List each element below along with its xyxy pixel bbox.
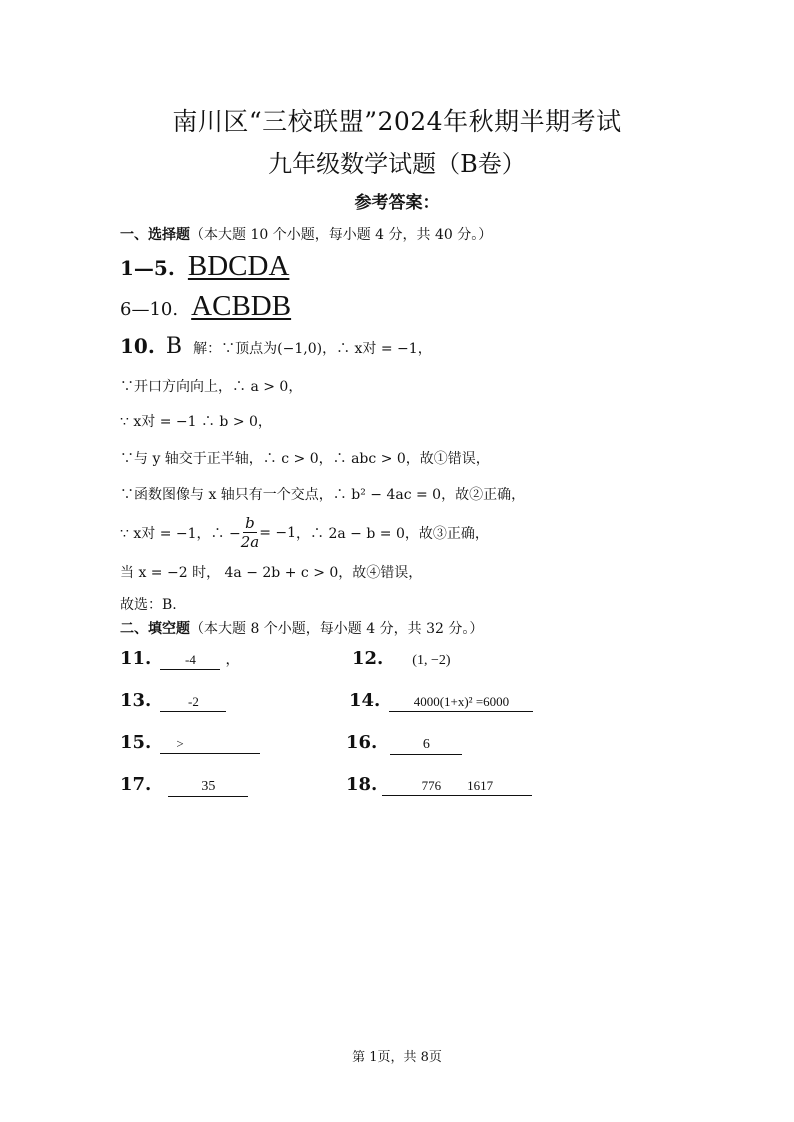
q10-line-6-rest: ，∴ 2a − b = 0，故③正确，	[296, 525, 489, 542]
fill-answer-12	[352, 648, 466, 670]
fill-answer-14-value: 4000(1+x)² =6000	[389, 694, 533, 712]
section2-heading-row	[120, 618, 483, 638]
answer-row-1	[120, 250, 289, 283]
q10-line-6-mid: = −1	[259, 524, 297, 541]
fill-answer-16-label: 16.	[346, 732, 378, 753]
fill-answer-12-label: 12.	[352, 648, 384, 669]
fill-answer-16-value: 6	[390, 737, 462, 755]
q10-fraction-numerator: b	[245, 514, 255, 532]
fill-answer-17	[120, 774, 248, 797]
q10-line-4: ∵与 y 轴交于正半轴，∴ c > 0，∴ abc > 0，故①错误，	[120, 451, 490, 467]
fill-answer-14	[349, 690, 533, 712]
section2-heading: 二、填空题	[120, 621, 190, 637]
q10-line-6-prefix: ∵ x对 = −1，∴ −	[120, 525, 241, 542]
page-subtitle: 九年级数学试题（B卷）	[268, 150, 526, 178]
answer-row-2-label: 6—10.	[120, 299, 179, 320]
answer-row-2	[120, 290, 291, 323]
fill-answer-17-label: 17.	[120, 774, 152, 795]
q10-line-7: 当 x = −2 时， 4a − 2b + c > 0，故④错误，	[120, 565, 423, 581]
answer-row-2-values: ACBDB	[191, 290, 292, 322]
q10-line-3: ∵ x对 = −1 ∴ b > 0，	[120, 414, 272, 430]
section1-heading: 一、选择题	[120, 227, 190, 243]
answer-row-1-values: BDCDA	[187, 250, 290, 282]
fill-answer-18-value: 776 1617	[382, 778, 532, 796]
q10-label: 10.	[120, 334, 155, 358]
fill-answer-13-value: -2	[160, 694, 226, 712]
q10-line-1: 解：∵顶点为(−1,0)，∴ x对 = −1，	[193, 341, 432, 357]
fill-answer-11-label: 11.	[120, 648, 152, 669]
section1-heading-row	[120, 224, 492, 244]
q10-fraction	[241, 514, 260, 551]
q10-line-5: ∵函数图像与 x 轴只有一个交点，∴ b² − 4ac = 0，故②正确，	[120, 487, 526, 503]
fill-answer-13	[120, 690, 226, 712]
fill-answer-11-value: -4	[160, 652, 220, 670]
fill-answer-13-label: 13.	[120, 690, 152, 711]
fill-answer-18	[346, 774, 532, 796]
fill-answer-17-value: 35	[168, 779, 248, 797]
q10-line-2: ∵开口方向向上，∴ a > 0，	[120, 379, 303, 395]
q10-line-8: 故选：B.	[120, 597, 177, 613]
fill-answer-11-suffix: ，	[225, 652, 240, 668]
fill-answer-12-value: (1, −2)	[412, 653, 451, 668]
page-title: 南川区“三校联盟”2024年秋期半期考试	[172, 107, 622, 136]
q10-answer: B	[165, 334, 183, 359]
q10-line-6	[120, 514, 489, 551]
fill-answer-15-value: >	[160, 736, 260, 754]
page-footer: 第 1页，共 8页	[352, 1050, 442, 1065]
answer-heading: 参考答案：	[354, 193, 440, 213]
fill-answer-15-label: 15.	[120, 732, 152, 753]
fill-answer-14-label: 14.	[349, 690, 381, 711]
section1-note: （本大题 10 个小题，每小题 4 分，共 40 分。）	[190, 227, 493, 243]
fill-answer-11	[120, 648, 240, 670]
q10-fraction-denominator: 2a	[240, 533, 260, 551]
q10-header	[120, 334, 432, 359]
section2-note: （本大题 8 个小题，每小题 4 分，共 32 分。）	[190, 621, 484, 637]
fill-answer-18-label: 18.	[346, 774, 378, 795]
fill-answer-16	[346, 732, 462, 755]
fill-answer-15	[120, 732, 260, 754]
answer-row-1-label: 1—5.	[120, 256, 175, 280]
